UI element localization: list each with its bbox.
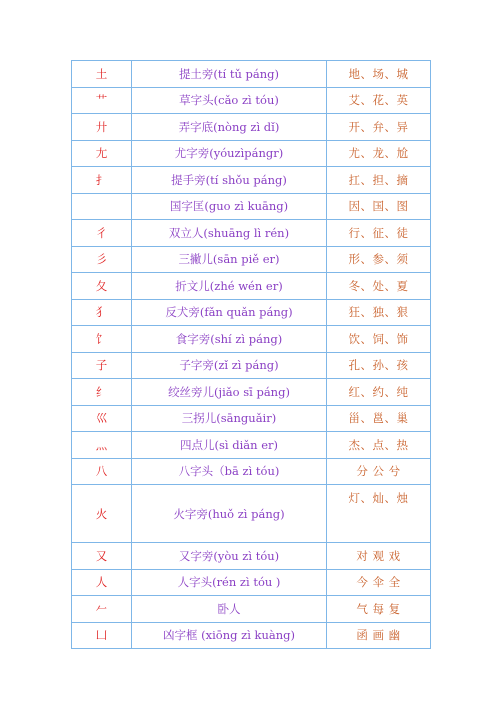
radical-cell: 犭 — [72, 299, 132, 326]
radical-name-cell: 草字头(cǎo zì tóu) — [132, 87, 327, 114]
radical-name-cell: 反犬旁(fǎn quǎn páng) — [132, 299, 327, 326]
radical-name-cell: 火字旁(huǒ zì páng) — [132, 485, 327, 543]
radical-cell: 艹 — [72, 87, 132, 114]
radical-name-cell: 卧人 — [132, 596, 327, 623]
table-row — [72, 569, 431, 596]
radical-name-cell: 凶字框 (xiōng zì kuàng) — [132, 622, 327, 649]
example-chars-cell: 分 公 兮 — [327, 458, 431, 485]
radical-name-cell: 折文儿(zhé wén er) — [132, 273, 327, 300]
table-row — [72, 485, 431, 543]
table-row — [72, 193, 431, 220]
table-row — [72, 596, 431, 623]
example-chars-cell: 甾、邕、巢 — [327, 405, 431, 432]
radical-cell: 纟 — [72, 379, 132, 406]
radical-cell — [72, 193, 132, 220]
radical-name-cell: 八字头（bā zì tóu) — [132, 458, 327, 485]
radical-name-cell: 人字头(rén zì tóu ) — [132, 569, 327, 596]
radical-cell: 彡 — [72, 246, 132, 273]
radical-cell: 𠂉 — [72, 596, 132, 623]
example-chars-cell: 杰、点、热 — [327, 432, 431, 459]
example-chars-cell: 地、场、城 — [327, 61, 431, 88]
radical-name-cell: 又字旁(yòu zì tóu) — [132, 543, 327, 570]
example-chars-cell: 因、国、图 — [327, 193, 431, 220]
example-chars-cell: 今 伞 全 — [327, 569, 431, 596]
table-row — [72, 114, 431, 141]
example-chars-cell: 函 画 幽 — [327, 622, 431, 649]
table-row — [72, 61, 431, 88]
table-row — [72, 543, 431, 570]
radical-cell: 彳 — [72, 220, 132, 247]
table-row — [72, 299, 431, 326]
radical-cell: 凵 — [72, 622, 132, 649]
table-row — [72, 622, 431, 649]
radical-cell: 夂 — [72, 273, 132, 300]
radical-name-cell: 子字旁(zǐ zì páng) — [132, 352, 327, 379]
radical-cell: 又 — [72, 543, 132, 570]
table-row — [72, 326, 431, 353]
table-row — [72, 273, 431, 300]
radical-name-cell: 三撇儿(sān piě er) — [132, 246, 327, 273]
table-row — [72, 458, 431, 485]
example-chars-cell: 扛、担、摘 — [327, 167, 431, 194]
radical-cell: 八 — [72, 458, 132, 485]
radicals-table — [71, 60, 431, 649]
example-chars-cell: 气 每 复 — [327, 596, 431, 623]
radical-name-cell: 食字旁(shí zì páng) — [132, 326, 327, 353]
radical-name-cell: 尤字旁(yóuzìpángr) — [132, 140, 327, 167]
radical-name-cell: 三拐儿(sānguǎir) — [132, 405, 327, 432]
example-chars-cell: 开、弁、异 — [327, 114, 431, 141]
radical-cell: 廾 — [72, 114, 132, 141]
radical-cell: 土 — [72, 61, 132, 88]
example-chars-cell: 尤、龙、尬 — [327, 140, 431, 167]
example-chars-cell: 行、征、徒 — [327, 220, 431, 247]
example-chars-cell: 冬、处、夏 — [327, 273, 431, 300]
radical-cell: 子 — [72, 352, 132, 379]
radical-name-cell: 提土旁(tí tǔ páng) — [132, 61, 327, 88]
radical-name-cell: 弄字底(nòng zì dǐ) — [132, 114, 327, 141]
table-row — [72, 140, 431, 167]
radicals-table-body — [72, 61, 431, 649]
example-chars-cell: 对 观 戏 — [327, 543, 431, 570]
table-row — [72, 220, 431, 247]
example-chars-cell: 红、约、纯 — [327, 379, 431, 406]
radical-cell: 巛 — [72, 405, 132, 432]
radical-cell: 火 — [72, 485, 132, 543]
table-row — [72, 352, 431, 379]
example-chars-cell: 灯、灿、烛 — [327, 485, 431, 543]
table-row — [72, 405, 431, 432]
radical-name-cell: 绞丝旁儿(jiǎo sī páng) — [132, 379, 327, 406]
radical-name-cell: 国字匡(guo zì kuāng) — [132, 193, 327, 220]
radical-name-cell: 提手旁(tí shǒu páng) — [132, 167, 327, 194]
table-row — [72, 87, 431, 114]
radical-cell: 灬 — [72, 432, 132, 459]
radical-cell: 人 — [72, 569, 132, 596]
table-row — [72, 379, 431, 406]
radical-cell: 饣 — [72, 326, 132, 353]
table-row — [72, 432, 431, 459]
example-chars-cell: 艾、花、英 — [327, 87, 431, 114]
radical-name-cell: 四点儿(sì diǎn er) — [132, 432, 327, 459]
table-row — [72, 167, 431, 194]
example-chars-cell: 孔、孙、孩 — [327, 352, 431, 379]
table-row — [72, 246, 431, 273]
example-chars-cell: 形、参、须 — [327, 246, 431, 273]
example-chars-cell: 饮、饲、饰 — [327, 326, 431, 353]
radical-name-cell: 双立人(shuāng lì rén) — [132, 220, 327, 247]
example-chars-cell: 狂、独、狠 — [327, 299, 431, 326]
radical-cell: 尢 — [72, 140, 132, 167]
radical-cell: 扌 — [72, 167, 132, 194]
